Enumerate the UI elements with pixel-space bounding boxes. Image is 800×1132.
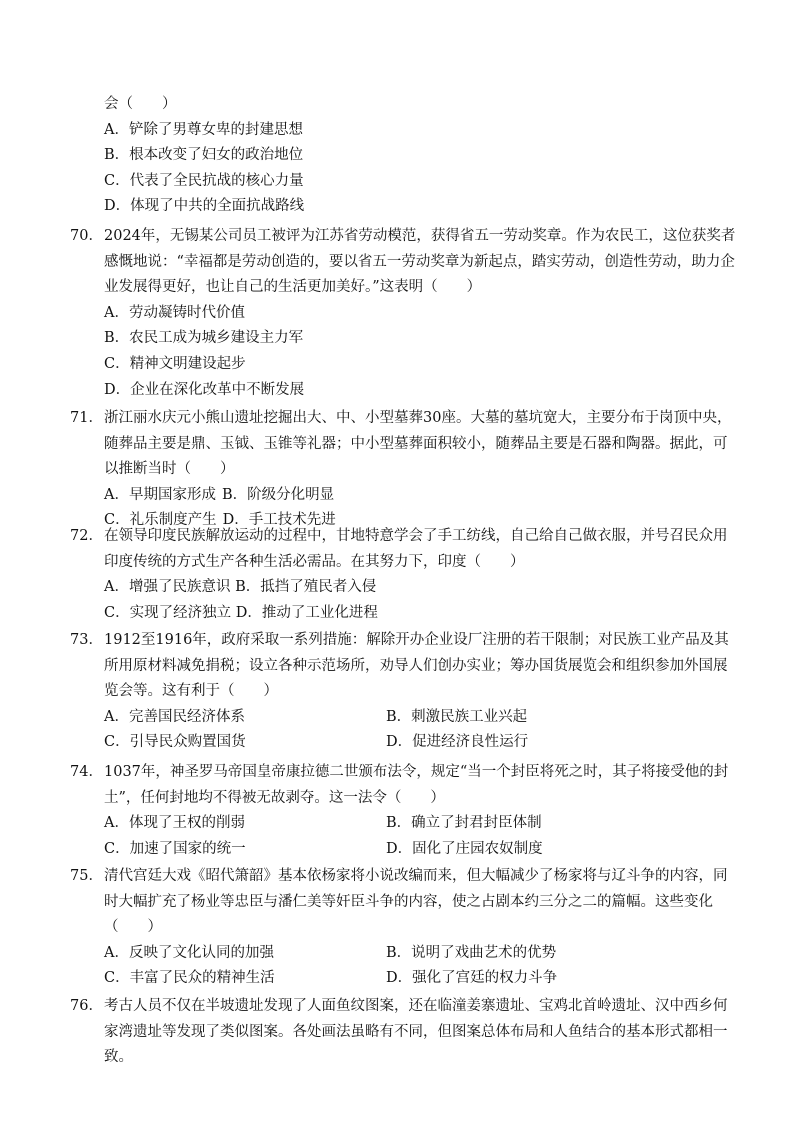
question-74-text: 1037年，神圣罗马帝国皇帝康拉德二世颁布法令，规定“当一个封臣将死之时，其子将接受他的封土”，任何封地均不得被无故剥夺。这一法令（ ） [104, 764, 729, 806]
question-75-options-row-1 [70, 941, 740, 967]
question-71 [70, 406, 740, 534]
question-76-text: 考古人员不仅在半坡遗址发现了人面鱼纹图案，还在临潼姜寨遗址、宝鸡北首岭遗址、汉中西乡何家湾遗址等发现了类似图案。各处画法虽略有不同，但图案总体布局和人鱼结合的基本形式都相一致。 [104, 998, 728, 1066]
question-75-text: 清代宫廷大戏《昭代箫韶》基本依杨家将小说改编而来，但大幅减少了杨家将与辽斗争的内容，同时大幅扩充了杨业等忠臣与潘仁美等奸臣斗争的内容，使之占剧本约三分之二的篇幅。这些变化 [104, 868, 728, 910]
question-69 [70, 92, 740, 220]
question-71-text: 浙江丽水庆元小熊山遗址挖掘出大、中、小型墓葬30座。大墓的墓坑宽大，主要分布于岗顶中央，随葬品主要是鼎、玉钺、玉锥等礼器；中小型墓葬面积较小，随葬品主要是石器和陶器。据此，可以推断当时（ ） [104, 410, 732, 478]
question-75-option-d: D．强化了宫廷的权力斗争 [386, 970, 558, 987]
question-73 [70, 628, 740, 756]
question-73-option-b: B．刺激民族工业兴起 [386, 708, 528, 725]
question-75-option-c: C．丰富了民众的精神生活 [104, 970, 275, 987]
question-73-stem [70, 628, 740, 705]
question-71-option-d: D．手工技术先进 [222, 512, 336, 529]
question-number: 76． [70, 998, 103, 1014]
question-70-text: 2024年，无锡某公司员工被评为江苏省劳动模范，获得省五一劳动奖章。作为农民工，这位获奖者感慨地说：“幸福都是劳动创造的，要以省五一劳动奖章为新起点，踏实劳动，创造性劳动，助力企业发展得更好，也让自己的生活更加美好。”这表明（ ） [104, 228, 736, 296]
question-74-stem [70, 760, 740, 811]
question-71-option-c: C．礼乐制度产生 [104, 512, 217, 529]
question-74-option-a: A．体现了王权的削弱 [104, 815, 245, 832]
question-70-option-a: A．劳动凝铸时代价值 [104, 304, 245, 321]
question-75 [70, 864, 740, 992]
question-71-option-b: B．阶级分化明显 [221, 486, 335, 503]
question-69-option-c: C．代表了全民抗战的核心力量 [104, 172, 304, 189]
question-72 [70, 524, 740, 626]
question-71-stem [70, 406, 740, 483]
question-76-stem [70, 994, 740, 1071]
question-74-options-row-2 [70, 837, 740, 863]
question-71-options-row-1 [70, 483, 740, 509]
question-75-option-a: A．反映了文化认同的加强 [104, 944, 274, 961]
question-74-option-d: D．固化了庄园农奴制度 [386, 840, 543, 857]
question-69-option-b: B．根本改变了妇女的政治地位 [104, 147, 304, 164]
question-70 [70, 224, 740, 403]
question-71-option-a: A．早期国家形成 [104, 486, 216, 503]
question-73-option-c: C．引导民众购置国货 [104, 734, 246, 751]
question-70-option-d: D．企业在深化改革中不断发展 [104, 381, 305, 398]
question-73-options-row-2 [70, 730, 740, 756]
question-73-options-row-1 [70, 705, 740, 731]
question-70-option-b: B．农民工成为城乡建设主力军 [104, 330, 304, 347]
question-72-options-ab: A．增强了民族意识 B．抵挡了殖民者入侵 [104, 579, 377, 596]
question-74 [70, 760, 740, 862]
question-72-stem [70, 524, 740, 575]
question-72-text: 在领导印度民族解放运动的过程中，甘地特意学会了手工纺线，自己给自己做衣服，并号召民众用印度传统的方式生产各种生活必需品。在其努力下，印度（ ） [104, 528, 728, 570]
question-74-options-row-1 [70, 811, 740, 837]
question-75-option-b: B．说明了戏曲艺术的优势 [386, 944, 557, 961]
question-70-option-c: C．精神文明建设起步 [104, 355, 246, 372]
question-74-option-c: C．加速了国家的统一 [104, 840, 246, 857]
question-number: 74． [70, 764, 103, 780]
question-75-stem [70, 864, 740, 915]
question-72-options-cd: C．实现了经济独立 D．推动了工业化进程 [104, 604, 378, 621]
question-75-bracket: （ ） [104, 919, 162, 936]
question-74-option-b: B．确立了封君封臣体制 [386, 815, 542, 832]
question-76 [70, 994, 740, 1071]
question-75-options-row-2 [70, 966, 740, 992]
question-73-option-a: A．完善国民经济体系 [104, 708, 245, 725]
question-number: 71． [70, 410, 103, 426]
question-number: 72． [70, 528, 103, 544]
question-69-stem-tail: 会（ ） [104, 96, 177, 112]
question-70-stem [70, 224, 740, 301]
question-69-option-d: D．体现了中共的全面抗战路线 [104, 198, 305, 215]
question-73-text: 1912至1916年，政府采取一系列措施：解除开办企业设厂注册的若干限制；对民族工业产品及其所用原材料减免捐税；设立各种示范场所，劝导人们创办实业；筹办国货展览会和组织参加外国展览会等。这有利于（ ） [104, 632, 729, 700]
question-69-option-a: A．铲除了男尊女卑的封建思想 [104, 121, 303, 138]
question-73-option-d: D．促进经济良性运行 [386, 734, 529, 751]
question-number: 73． [70, 632, 103, 648]
question-number: 70． [70, 228, 103, 244]
question-number: 75． [70, 868, 103, 884]
